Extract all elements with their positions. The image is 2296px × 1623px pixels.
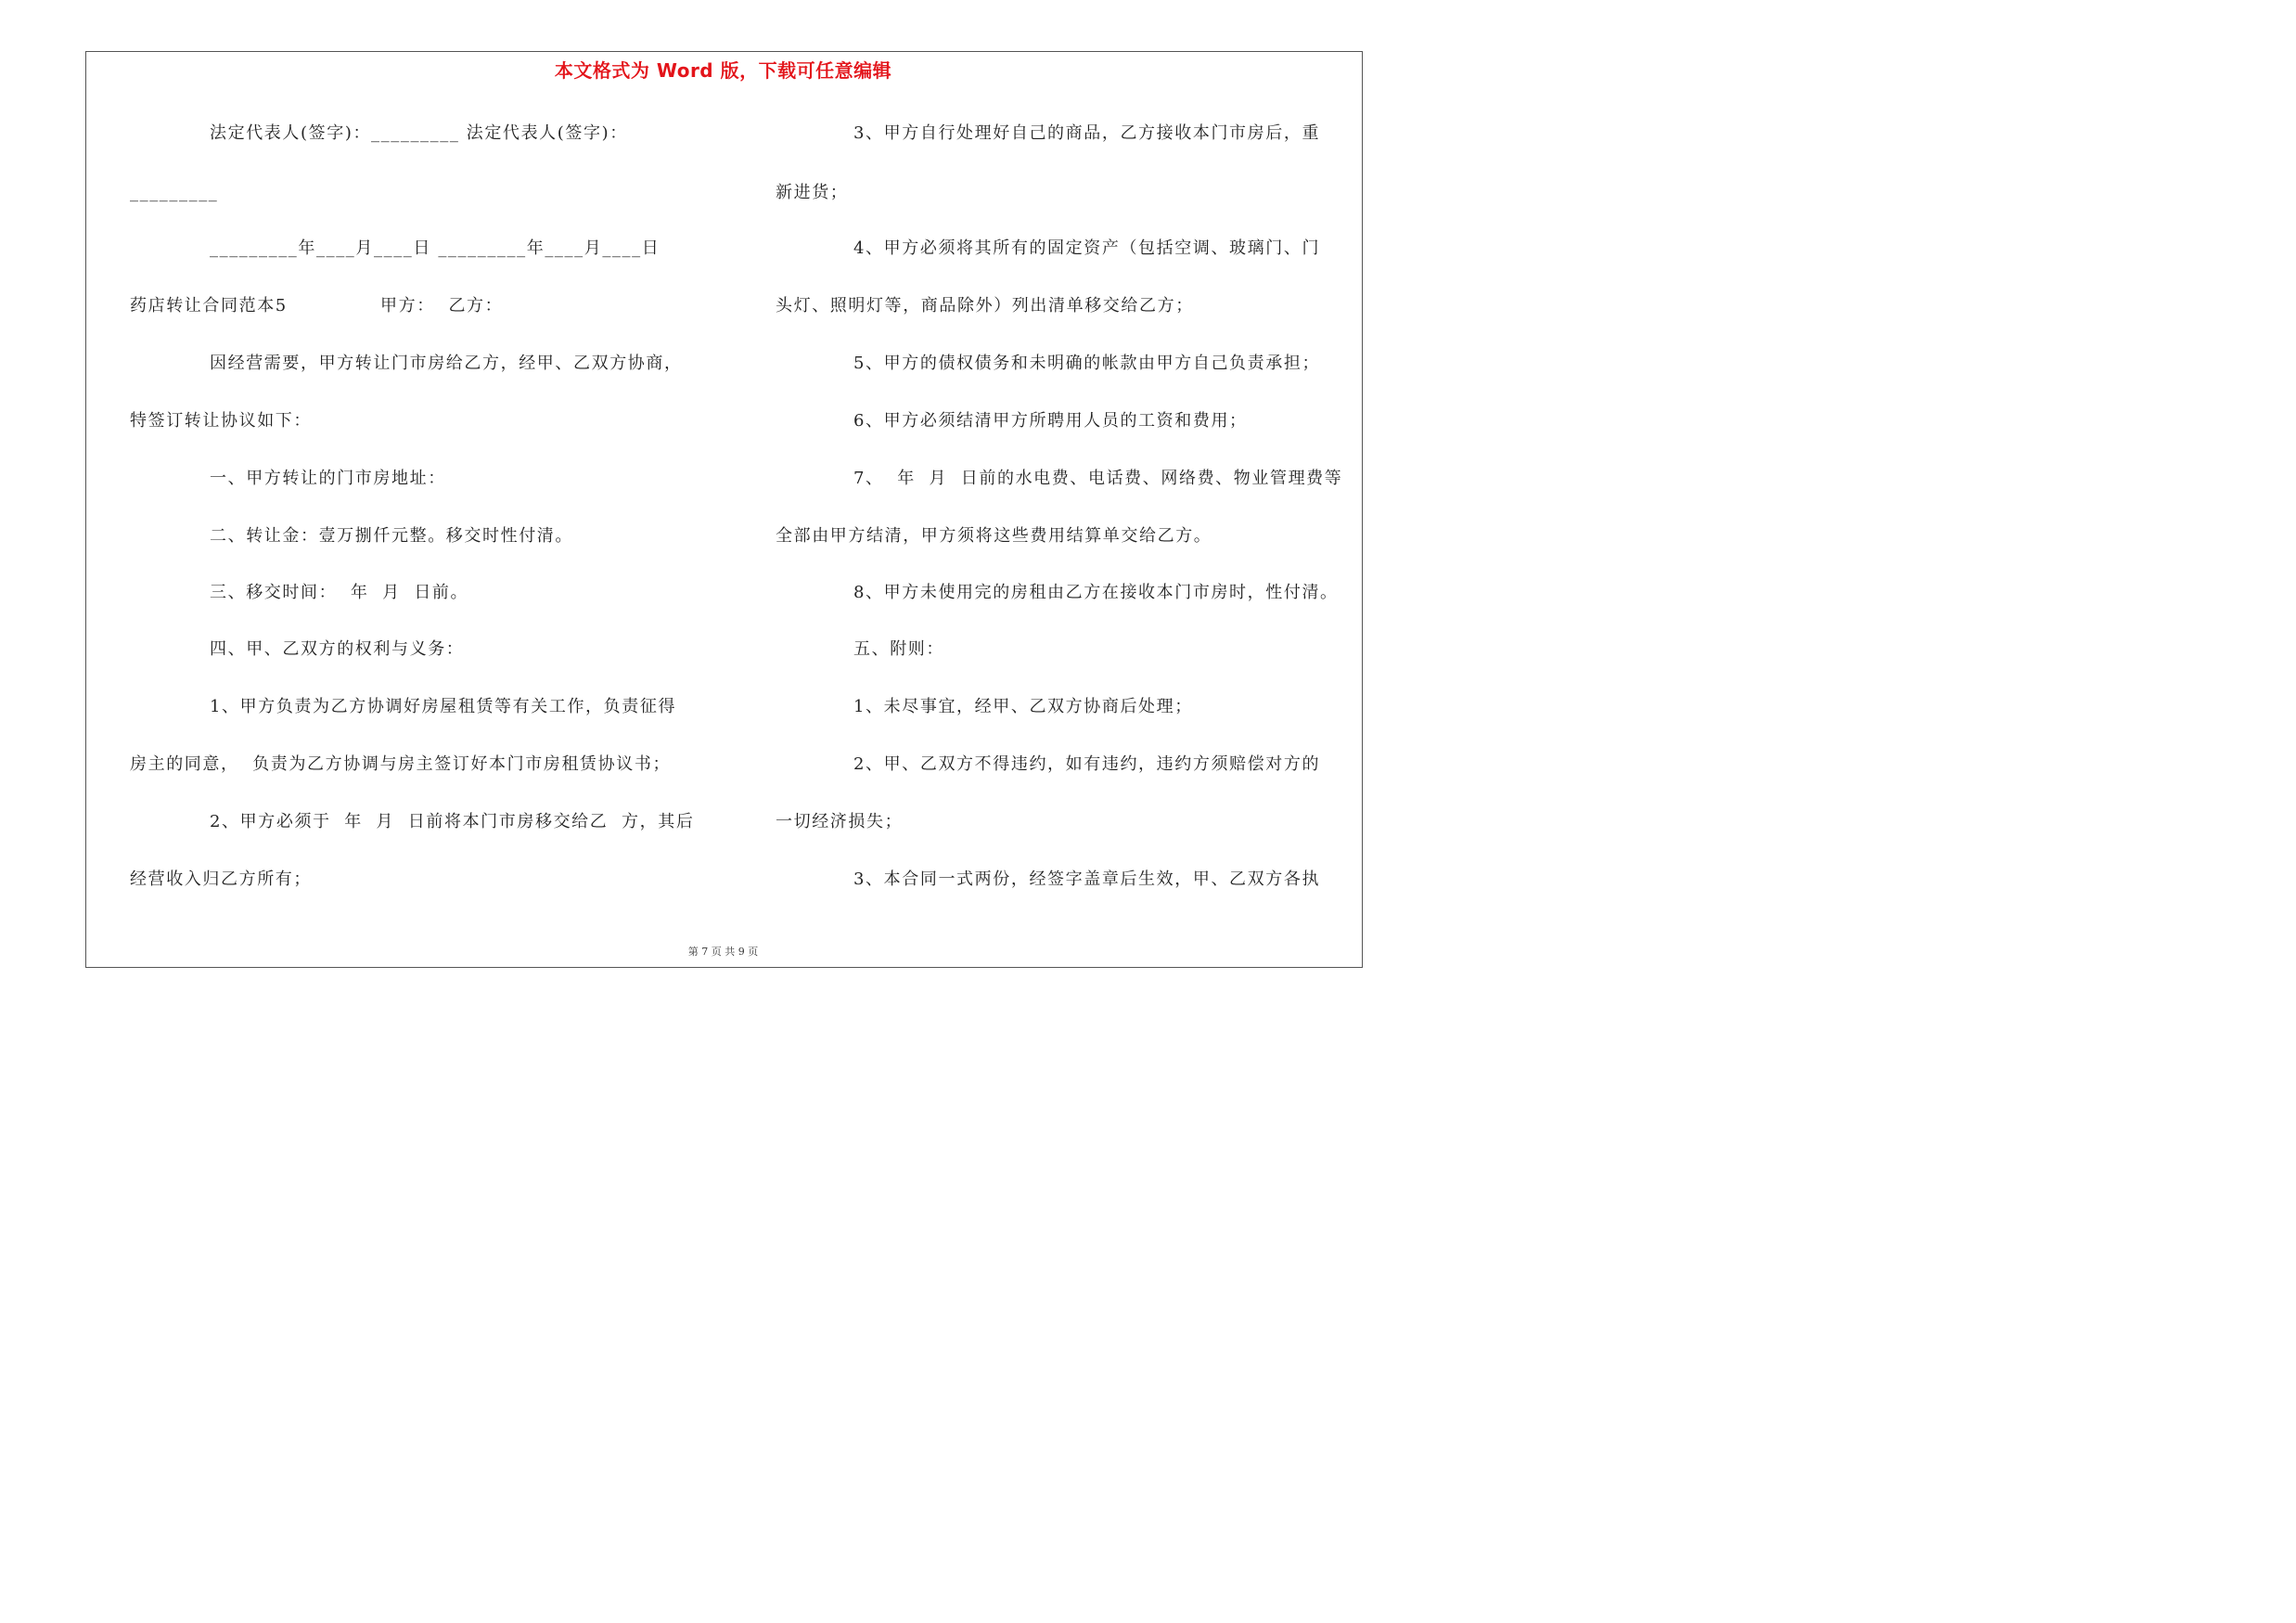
clause-heading: 四、甲、乙双方的权利与义务： [210,639,465,659]
clause-item: 1、未尽事宜，经甲、乙双方协商后处理； [853,697,1193,716]
clause-item: 6、甲方必须结清甲方所聘用人员的工资和费用； [853,411,1248,431]
paragraph-line: 特签订转让协议如下： [130,411,312,431]
clause-item: 全部由甲方结清，甲方须将这些费用结算单交给乙方。 [776,526,1212,546]
clause-item: 房主的同意， 负责为乙方协调与房主签订好本门市房租赁协议书； [130,754,672,774]
signature-blank: _________ [130,183,219,202]
date-line: _________年____月____日 _________年____月____日 [210,238,661,258]
clause-item: 一切经济损失； [776,812,904,831]
clause-item: 头灯、照明灯等，商品除外）列出清单移交给乙方； [776,296,1194,316]
clause-item: 经营收入归乙方所有； [130,869,312,889]
clause-item: 8、甲方未使用完的房租由乙方在接收本门市房时，性付清。 [853,583,1339,602]
clause-item: 7、 年 月 日前的水电费、电话费、网络费、物业管理费等 [853,469,1343,488]
clause-heading: 五、附则： [853,639,944,659]
clause-item: 3、甲方自行处理好自己的商品，乙方接收本门市房后，重 [853,123,1321,143]
clause-heading: 二、转让金：壹万捌仟元整。移交时性付清。 [210,526,573,546]
parties-line: 甲方： 乙方： [380,296,504,316]
paragraph-line: 因经营需要，甲方转让门市房给乙方，经甲、乙双方协商， [210,354,683,373]
clause-item: 2、甲方必须于 年 月 日前将本门市房移交给乙 方，其后 [210,812,695,831]
clause-heading: 三、移交时间： 年 月 日前。 [210,583,469,602]
clause-item: 3、本合同一式两份，经签字盖章后生效，甲、乙双方各执 [853,869,1321,889]
clause-item: 新进货； [776,183,849,202]
contract-title: 药店转让合同范本5 [130,296,288,316]
clause-item: 1、甲方负责为乙方协调好房屋租赁等有关工作，负责征得 [210,697,677,716]
signature-line: 法定代表人(签字)：_________ 法定代表人(签字)： [210,123,628,143]
page-number-footer: 第 7 页 共 9 页 [687,946,759,958]
clause-item: 4、甲方必须将其所有的固定资产（包括空调、玻璃门、门 [853,238,1321,258]
clause-item: 5、甲方的债权债务和未明确的帐款由甲方自己负责承担； [853,354,1321,373]
word-format-banner: 本文格式为 Word 版，下载可任意编辑 [554,59,892,82]
clause-heading: 一、甲方转让的门市房地址： [210,469,446,488]
clause-item: 2、甲、乙双方不得违约，如有违约，违约方须赔偿对方的 [853,754,1321,774]
